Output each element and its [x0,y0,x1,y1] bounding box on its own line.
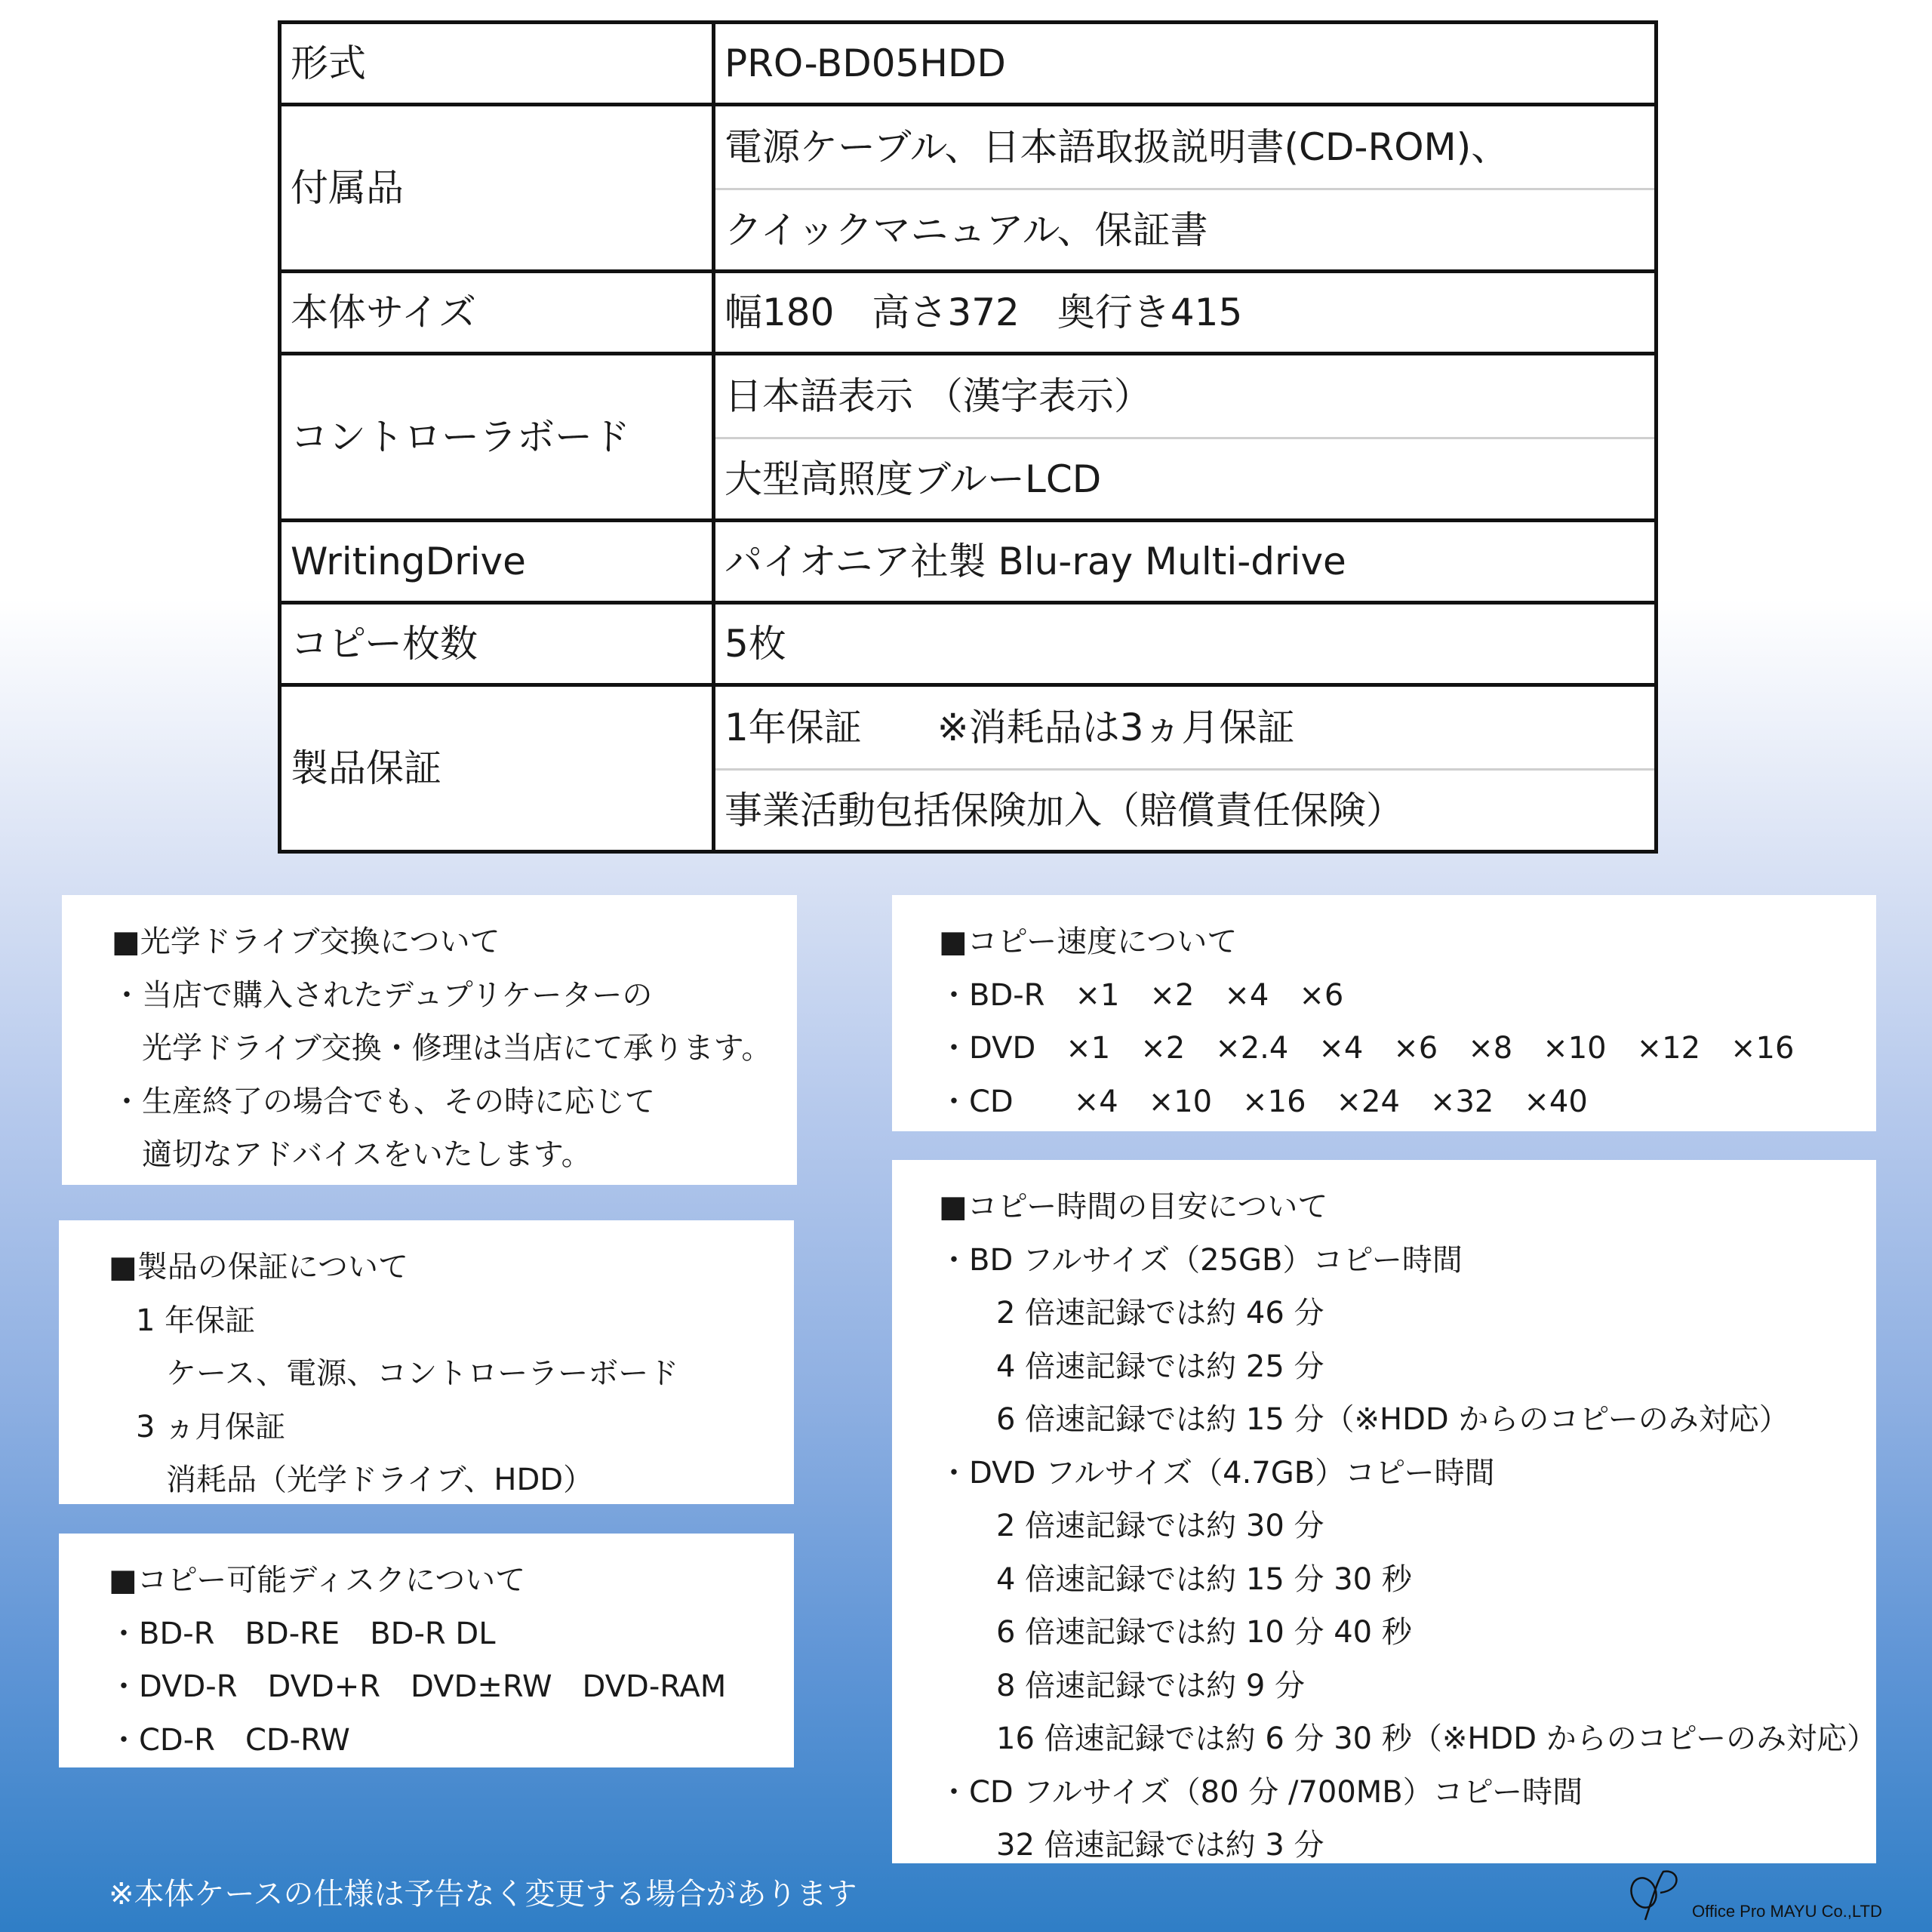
spec-row-warranty [280,685,1657,852]
op-monogram-logo-icon [1623,1864,1683,1924]
spec-value: 日本語表示 （漢字表示） [724,374,1152,418]
spec-label: 付属品 [280,105,714,272]
box-line: ケース、電源、コントローラーボード [166,1356,679,1391]
box-title: ■コピー可能ディスクについて [109,1563,526,1598]
box-line: 3 ヵ月保証 [136,1409,286,1444]
spec-label: 形式 [280,23,714,105]
spec-value: 電源ケーブル、日本語取扱説明書(CD-ROM)、 [724,125,1509,169]
copy-speed-box [892,895,1876,1131]
box-title: ■光学ドライブ交換について [112,924,500,959]
spec-label: 本体サイズ [280,272,714,354]
box-line: 6 倍速記録では約 15 分（※HDD からのコピーのみ対応） [996,1402,1789,1437]
spec-row-size [280,272,1657,354]
spec-value: 幅180 高さ372 奥行き415 [714,272,1657,354]
box-line: ・BD-R BD-RE BD-R DL [109,1616,496,1651]
copyable-disc-box [59,1534,794,1767]
box-line: 光学ドライブ交換・修理は当店にて承ります。 [112,1031,772,1066]
spec-row-model [280,23,1657,105]
box-line: 消耗品（光学ドライブ、HDD） [166,1463,594,1497]
spec-value: パイオニア社製 Blu-ray Multi-drive [714,521,1657,603]
box-line: ・CD フルサイズ（80 分 /700MB）コピー時間 [939,1774,1583,1810]
spec-row-accessories [280,105,1657,272]
box-title: ■製品の保証について [109,1250,408,1284]
spec-row-controller [280,354,1657,521]
box-line: 6 倍速記録では約 10 分 40 秒 [996,1615,1412,1650]
box-line: ・CD ×4 ×10 ×16 ×24 ×32 ×40 [939,1084,1588,1119]
spec-value: PRO-BD05HDD [714,23,1657,105]
copy-time-box [892,1160,1876,1863]
case-spec-footnote: ※本体ケースの仕様は予告なく変更する場合があります [109,1877,857,1912]
box-line: 32 倍速記録では約 3 分 [996,1828,1324,1863]
box-line: ・当店で購入されたデュプリケーターの [112,977,653,1013]
box-line: 8 倍速記録では約 9 分 [996,1668,1306,1703]
spec-value: 大型高照度ブルーLCD [715,437,1654,518]
spec-row-drive [280,521,1657,603]
box-line: 4 倍速記録では約 25 分 [996,1349,1324,1384]
warranty-box [59,1220,794,1504]
box-line: ・BD-R ×1 ×2 ×4 ×6 [939,977,1344,1013]
company-name: Office Pro MAYU Co.,LTD [1692,1902,1882,1921]
drive-exchange-box [62,895,797,1185]
spec-label: コピー枚数 [280,603,714,685]
spec-row-copies [280,603,1657,685]
box-line: 2 倍速記録では約 30 分 [996,1509,1324,1543]
box-title: ■コピー時間の目安について [939,1189,1328,1224]
box-line: 16 倍速記録では約 6 分 30 秒（※HDD からのコピーのみ対応） [996,1721,1878,1756]
spec-value: 5枚 [714,603,1657,685]
box-line: 1 年保証 [136,1303,256,1338]
box-line: ・DVD-R DVD+R DVD±RW DVD-RAM [109,1669,727,1704]
box-line: 2 倍速記録では約 46 分 [996,1296,1324,1331]
company-logo [1623,1864,1909,1924]
box-line: 適切なアドバイスをいたします。 [112,1137,592,1172]
box-line: ・DVD フルサイズ（4.7GB）コピー時間 [939,1455,1495,1491]
box-line: ・BD フルサイズ（25GB）コピー時間 [939,1242,1463,1278]
box-line: ・生産終了の場合でも、その時に応じて [112,1084,655,1119]
spec-table [278,20,1658,854]
spec-label: コントローラボード [280,354,714,521]
spec-value: 1年保証 ※消耗品は3ヵ月保証 [724,706,1295,749]
box-line: ・DVD ×1 ×2 ×2.4 ×4 ×6 ×8 ×10 ×12 ×16 [939,1031,1795,1066]
spec-value: 事業活動包括保険加入（賠償責任保険） [715,768,1654,850]
box-line: 4 倍速記録では約 15 分 30 秒 [996,1561,1412,1597]
spec-value: クイックマニュアル、保証書 [715,188,1654,269]
spec-label: WritingDrive [280,521,714,603]
box-title: ■コピー速度について [939,924,1238,959]
box-line: ・CD-R CD-RW [109,1722,350,1758]
spec-label: 製品保証 [280,685,714,852]
